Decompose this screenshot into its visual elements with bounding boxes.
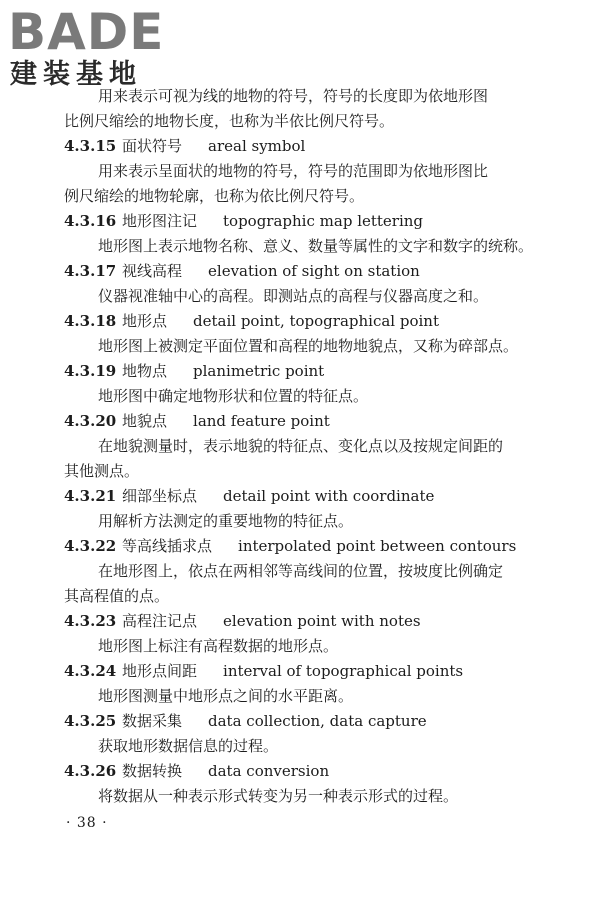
term-english: detail point with coordinate (223, 487, 435, 505)
intro-line: 用来表示可视为线的地物的符号，符号的长度即为依地形图 (98, 87, 489, 105)
logo-subtitle: 建装基地 (10, 59, 142, 90)
term-english: planimetric point (193, 362, 325, 380)
term-number: 4.3.17 (64, 262, 117, 280)
watermark-logo (8, 3, 178, 92)
term-definition: 获取地形数据信息的过程。 (98, 737, 279, 755)
term-definition: 地形图上被测定平面位置和高程的地物地貌点，又称为碎部点。 (98, 337, 519, 355)
term-heading (64, 309, 564, 334)
term-heading (64, 409, 564, 434)
term-definition: 其高程值的点。 (64, 587, 170, 605)
term-definition: 地形图测量中地形点之间的水平距离。 (98, 687, 354, 705)
term-number: 4.3.22 (64, 537, 117, 555)
term-definition: 例尺缩绘的地物轮廓，也称为依比例尺符号。 (64, 187, 365, 205)
term-english: land feature point (193, 412, 330, 430)
term-english: detail point, topographical point (193, 312, 439, 330)
term-chinese: 地物点 (122, 362, 168, 380)
term-definition: 在地形图上，依点在两相邻等高线间的位置，按坡度比例确定 (98, 562, 504, 580)
term-number: 4.3.18 (64, 312, 117, 330)
term-english: interval of topographical points (223, 662, 464, 680)
term-definition: 在地貌测量时，表示地貌的特征点、变化点以及按规定间距的 (98, 437, 504, 455)
logo-brand: BADE (8, 3, 165, 61)
term-heading (64, 609, 564, 634)
term-heading (64, 209, 564, 234)
term-number: 4.3.25 (64, 712, 117, 730)
page-body (64, 84, 564, 809)
term-definition: 其他测点。 (64, 462, 140, 480)
term-heading (64, 134, 564, 159)
term-english: elevation point with notes (223, 612, 421, 630)
term-english: topographic map lettering (223, 212, 424, 230)
term-chinese: 数据采集 (122, 712, 183, 730)
term-definition: 用解析方法测定的重要地物的特征点。 (98, 512, 354, 530)
term-heading (64, 534, 564, 559)
term-chinese: 地貌点 (122, 412, 168, 430)
term-definition: 用来表示呈面状的地物的符号，符号的范围即为依地形图比 (98, 162, 489, 180)
term-number: 4.3.15 (64, 137, 117, 155)
term-english: data collection, data capture (208, 712, 427, 730)
term-heading (64, 659, 564, 684)
term-chinese: 细部坐标点 (122, 487, 198, 505)
term-definition: 地形图上标注有高程数据的地形点。 (98, 637, 339, 655)
term-heading (64, 759, 564, 784)
term-chinese: 地形图注记 (122, 212, 198, 230)
term-definition: 仪器视准轴中心的高程。即测站点的高程与仪器高度之和。 (98, 287, 489, 305)
term-number: 4.3.16 (64, 212, 117, 230)
term-heading (64, 484, 564, 509)
term-chinese: 面状符号 (122, 137, 183, 155)
term-number: 4.3.19 (64, 362, 117, 380)
term-number: 4.3.23 (64, 612, 117, 630)
term-chinese: 地形点间距 (122, 662, 198, 680)
term-number: 4.3.20 (64, 412, 117, 430)
term-chinese: 等高线插求点 (122, 537, 213, 555)
term-english: elevation of sight on station (208, 262, 420, 280)
page-number: · 38 · (66, 815, 108, 831)
term-chinese: 地形点 (122, 312, 168, 330)
intro-line: 比例尺缩绘的地物长度，也称为半依比例尺符号。 (64, 112, 395, 130)
term-chinese: 高程注记点 (122, 612, 198, 630)
term-definition: 地形图上表示地物名称、意义、数量等属性的文字和数字的统称。 (98, 237, 534, 255)
term-heading (64, 359, 564, 384)
term-chinese: 数据转换 (122, 762, 183, 780)
term-chinese: 视线高程 (122, 262, 183, 280)
term-number: 4.3.26 (64, 762, 117, 780)
term-english: areal symbol (208, 137, 306, 155)
term-heading (64, 259, 564, 284)
term-english: interpolated point between contours (238, 537, 517, 555)
term-number: 4.3.24 (64, 662, 117, 680)
term-definition: 地形图中确定地物形状和位置的特征点。 (98, 387, 369, 405)
term-heading (64, 709, 564, 734)
term-english: data conversion (208, 762, 330, 780)
term-number: 4.3.21 (64, 487, 117, 505)
term-definition: 将数据从一种表示形式转变为另一种表示形式的过程。 (98, 787, 459, 805)
